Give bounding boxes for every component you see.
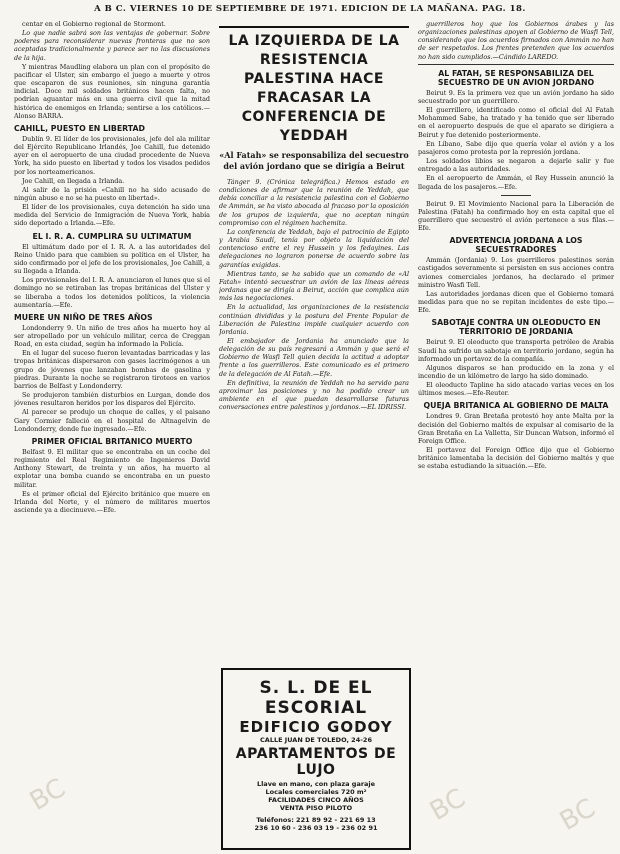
headline-cahill: CAHILL, PUESTO EN LIBERTAD — [14, 123, 146, 133]
article-paragraph: Es el primer oficial del Ejército británico que muere en Irlanda del Norte, y el número de militares muertos asciende ya a diecinueve.—Efe. — [14, 489, 210, 514]
article-paragraph: Beirut 9. El Movimiento Nacional para la Liberación de Palestina (Fatah) ha confirmado hoy en esta capital que el guerrillero que secuestró el avión pertenece a sus filas.—Efe. — [418, 199, 614, 233]
article-paragraph: guerrilleros hoy que los Gobiernos árabes y las organizaciones palestinas apoyen al Gobierno de Wasfi Tell, considerando que los acuerdos firmados con Ammán no han de ser respetados. Los frentes pretenden que los acuerdos no han sido cumplidos.—Cándido LAREDO. — [418, 20, 614, 61]
ad-product: APARTAMENTOS DE LUJO — [235, 746, 397, 778]
divider — [418, 64, 614, 65]
divider — [501, 195, 531, 196]
article-paragraph: Se produjeron también disturbios en Lurgan, donde dos jóvenes resultaron heridos por los disparos del Ejército. — [14, 391, 210, 408]
article-paragraph: Las autoridades jordanas dicen que el Gobierno tomará medidas para que no se repitan incidentes de este tipo.—Efe. — [418, 289, 614, 315]
ad-phones: 236 10 60 - 236 03 19 - 236 02 91 — [254, 824, 378, 832]
article-paragraph: El ultimátum dado por el I. R. A. a las autoridades del Reino Unido para que cambien su política en el Ulster, ha sido confirmado por el jefe de los provisionales, Joe Cahill, a su llegada a Irlanda. — [14, 242, 210, 276]
article-paragraph: Londonderry 9. Un niño de tres años ha muerto hoy al ser atropellado por un vehículo militar, cerca de Creggan Road, en esta ciudad, según ha informado la Policía. — [14, 323, 210, 349]
article-paragraph: En el lugar del suceso fueron levantadas barricadas y las tropas británicas dispersaron con gases lacrimógenos a un grupo de jóvenes que lanzaban bombas de gasolina y piedras. Durante la noche se registraron tiroteos en varios barrios de Belfast y Londonderry. — [14, 349, 210, 390]
article-paragraph: Beirut 9. Es la primera vez que un avión jordano ha sido secuestrado por un guerrillero. — [418, 88, 614, 105]
article-paragraph: centar en el Gobierno regional de Stormont. — [22, 20, 166, 28]
article-paragraph: Al parecer se produjo un choque de calles, y el paisano Gary Cormier falleció en el hospital de Altnagelvin de Londonderry, donde fue ingresado.—Efe. — [14, 408, 210, 433]
headline-sabotaje: SABOTAJE CONTRA UN OLEODUCTO EN TERRITORIO DE JORDANIA — [431, 318, 601, 337]
ad-line: Llave en mano, con plaza garaje — [256, 780, 376, 788]
ad-line: Locales comerciales 720 m² — [265, 788, 367, 796]
article-paragraph: El embajador de Jordania ha anunciado que la delegación de su país regresará a Ammán y que será el Gobierno de Wasfi Tell quien decida la actitud a adoptar frente a los guerrilleros. Este comunicado es el primero de la delegación de Al Fatah.—Efe. — [219, 336, 409, 378]
article-paragraph: En el aeropuerto de Ammán, el Rey Hussein anunció la llegada de los pasajeros.—Efe. — [418, 174, 614, 191]
article-paragraph: El líder de los provisionales, cuya detención ha sido una medida del Servicio de Inmigración de Nueva York, había sido deportado a Irlanda.—Efe. — [14, 203, 210, 228]
article-paragraph: Los provisionales del I. R. A. anunciaron el lunes que si el domingo no se retiraban las tropas británicas del Ulster y se liberaba a todos los detenidos políticos, la violencia aumentaría.—Efe. — [14, 276, 210, 309]
article-paragraph: En definitiva, la reunión de Yeddah no ha servido para aproximar las posiciones y no ha podido crear un ambiente en el que puedan desarrollarse futuras conversaciones entre palestinos y jordanos.—EL IDRISSI. — [219, 378, 409, 412]
article-paragraph: Dublín 9. El líder de los provisionales, jefe del ala militar del Ejército Republicano Irlandés, Joe Cahill, fue detenido ayer en el aeropuerto de una ciudad procedente de Nueva York, ha sido puesto en libertad y todos los visados pedidos por los norteamericanos. — [14, 134, 210, 176]
article-paragraph: Algunos disparos se han producido en la zona y el incendio de un kilómetro de largo ha sido dominado. — [418, 363, 614, 380]
ad-line: FACILIDADES CINCO AÑOS — [268, 796, 364, 804]
article-paragraph: El guerrillero, identificado como el oficial del Al Fatah Mohammed Sabe, ha tratado y ha tenido que ser liberado en el aeropuerto después de que el aparato se dirigiera a Beirut y fue detenido posteriormente. — [418, 106, 614, 139]
column-right — [418, 20, 614, 850]
main-headline: LA IZQUIERDA DE LA RESISTENCIA PALESTINA HACE FRACASAR LA CONFERENCIA DE YEDDAH — [219, 26, 409, 146]
article-paragraph: En la actualidad, las organizaciones de la resistencia continúan divididas y la postura del Frente Popular de Liberación de Palestina impide cualquier acuerdo con Jordania. — [219, 303, 409, 336]
ad-building: EDIFICIO GODOY — [239, 718, 393, 736]
watermark-stamp: BC — [24, 773, 71, 817]
main-subheadline: «Al Fatah» se responsabiliza del secuestro del avión jordano que se dirigía a Beirut — [219, 150, 409, 171]
article-paragraph: El portavoz del Foreign Office dijo que el Gobierno británico lamentaba la decisión del Gobierno maltés y que se estaba estudiando la situación.—Efe. — [418, 446, 614, 471]
headline-nino: MUERE UN NIÑO DE TRES AÑOS — [14, 312, 153, 322]
headline-ira: EL I. R. A. CUMPLIRA SU ULTIMATUM — [32, 231, 192, 241]
column-left — [14, 20, 210, 850]
article-paragraph: Ammán (Jordania) 9. Los guerrilleros palestinos serán castigados severamente si persisten en sus acciones contra aviones comerciales jordanos, ha declarado el primer ministro Wasfi Tell. — [418, 256, 614, 289]
article-paragraph: En Líbano, Sabe dijo que quería volar el avión y a los pasajeros como protesta por la represión jordana. — [418, 139, 614, 156]
watermark-stamp: BC — [424, 783, 471, 827]
article-paragraph: La conferencia de Yeddah, bajo el patrocinio de Egipto y Arabia Saudí, tenía por objeto la liquidación del contencioso entre el rey Hussein y los fedayines. Las delegaciones no lograron ponerse de acuerdo sobre las garantías exigidas. — [219, 227, 409, 269]
ad-company: S. L. DE EL ESCORIAL — [259, 678, 373, 718]
article-paragraph: Joe Cahill, en llegada a Irlanda. — [22, 176, 125, 185]
article-paragraph: Tánger 9. (Crónica telegráfica.) Hemos estado en condiciones de afirmar que la reunión de Yeddah, que debía conciliar a la resistencia palestina con el Gobierno de Ammán, se ha visto abocada al fracaso por la oposición de los grupos de izquierda, que no aceptan ningún compromiso con el régimen hachemita. — [219, 178, 409, 227]
article-paragraph: El oleoducto Tapline ha sido atacado varias veces en los últimos meses.—Efe-Reuter. — [418, 381, 614, 398]
article-paragraph: Y mientras Maudling elabora un plan con el propósito de pacificar el Ulster, sin embargo el juego a muerte y otros que escaparon de sus reuniones, sin ninguna garantía indicial. Doce mil soldados británicos hacen falta, no podrían aguantar más en una guerra civil que la mitad histórica de enemigos en Irlanda; sentirse a los católicos.—Alonso BARRA. — [14, 62, 210, 120]
headline-malta: QUEJA BRITANICA AL GOBIERNO DE MALTA — [423, 401, 609, 411]
headline-fatah: AL FATAH, SE RESPONSABILIZA DEL SECUESTRO DE UN AVION JORDANO — [437, 68, 595, 87]
headline-oficial: PRIMER OFICIAL BRITANICO MUERTO — [31, 436, 193, 446]
ad-phones: Teléfonos: 221 89 92 - 221 69 13 — [256, 816, 376, 824]
article-paragraph: Beirut 9. El oleoducto que transporta petróleo de Arabia Saudí ha sufrido un sabotaje en territorio jordano, según ha informado un portavoz de la compañía. — [418, 338, 614, 363]
ad-line: VENTA PISO PILOTO — [279, 804, 353, 812]
article-paragraph: Lo que nadie sabrá son las ventajas de gobernar. Sobre poderes para reconsiderar nuevas fronteras que no son aceptadas tradicionalmente y parece ser no las discusiones de la hija. — [14, 29, 210, 62]
article-paragraph: Belfast 9. El militar que se encontraba en un coche del regimiento del Real Regimiento de Ingenieros David Anthony Stewart, de treinta y un años, ha muerto al explotar una bomba cuando se encontraba en un puesto militar. — [14, 447, 210, 489]
article-paragraph: Los soldados libios se negaron a dejarle salir y fue entregado a las autoridades. — [418, 157, 614, 174]
page-header: A B C. VIERNES 10 DE SEPTIEMBRE DE 1971. EDICION DE LA MAÑANA. PAG. 18. — [94, 4, 526, 14]
advertisement — [221, 668, 411, 850]
article-paragraph: Mientras tanto, se ha sabido que un comando de «Al Fatah» intentó secuestrar un avión de las líneas aéreas jordanas que se dirigía a Beirut, acción que complica aún más las negociaciones. — [219, 269, 409, 303]
ad-address: CALLE JUAN DE TOLEDO, 24-26 — [260, 736, 372, 744]
article-paragraph: Al salir de la prisión «Cahill no ha sido acusado de ningún abuso e no se ha puesto en libertad». — [14, 185, 210, 202]
watermark-stamp: BC — [554, 793, 601, 837]
article-paragraph: Londres 9. Gran Bretaña protestó hoy ante Malta por la decisión del Gobierno maltés de expulsar al comisario de la Gran Bretaña en La Valletta, Sir Duncan Watson, informó el Foreign Office. — [418, 412, 614, 445]
headline-advertencia: ADVERTENCIA JORDANA A LOS SECUESTRADORES — [449, 236, 583, 255]
